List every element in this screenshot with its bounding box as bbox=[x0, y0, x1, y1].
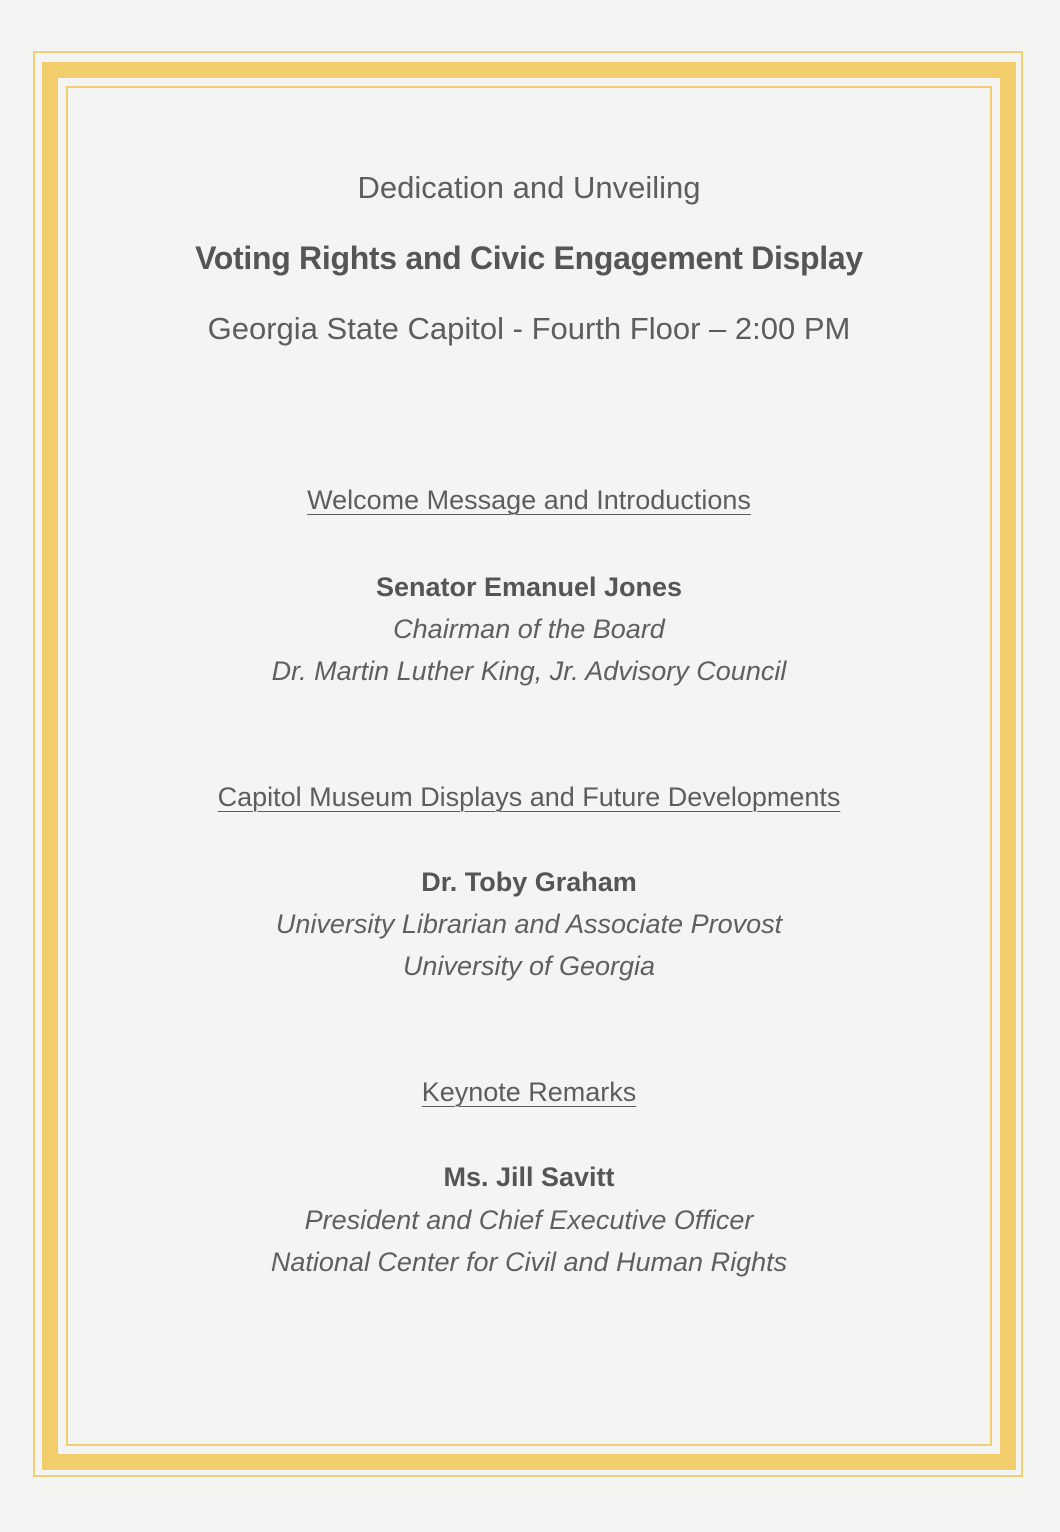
speaker-role-jones-2: Dr. Martin Luther King, Jr. Advisory Council bbox=[271, 656, 787, 686]
speaker-name-jones: Senator Emanuel Jones bbox=[375, 572, 683, 602]
section-heading-keynote: Keynote Remarks bbox=[421, 1077, 637, 1107]
speaker-role-savitt-1: President and Chief Executive Officer bbox=[304, 1205, 754, 1235]
speaker-role-savitt-2: National Center for Civil and Human Rights bbox=[270, 1247, 788, 1277]
event-subtitle: Dedication and Unveiling bbox=[357, 170, 701, 205]
speaker-name-graham: Dr. Toby Graham bbox=[421, 867, 637, 897]
section-heading-museum: Capitol Museum Displays and Future Developments bbox=[217, 782, 841, 812]
event-venue-time: Georgia State Capitol - Fourth Floor – 2:00 PM bbox=[207, 311, 851, 346]
speaker-role-graham-2: University of Georgia bbox=[402, 951, 656, 981]
event-title: Voting Rights and Civic Engagement Display bbox=[195, 240, 863, 276]
section-heading-welcome: Welcome Message and Introductions bbox=[307, 485, 751, 515]
speaker-name-savitt: Ms. Jill Savitt bbox=[443, 1162, 615, 1192]
speaker-role-graham-1: University Librarian and Associate Provost bbox=[275, 909, 783, 939]
speaker-role-jones-1: Chairman of the Board bbox=[393, 614, 665, 644]
program-card bbox=[70, 0, 988, 1532]
